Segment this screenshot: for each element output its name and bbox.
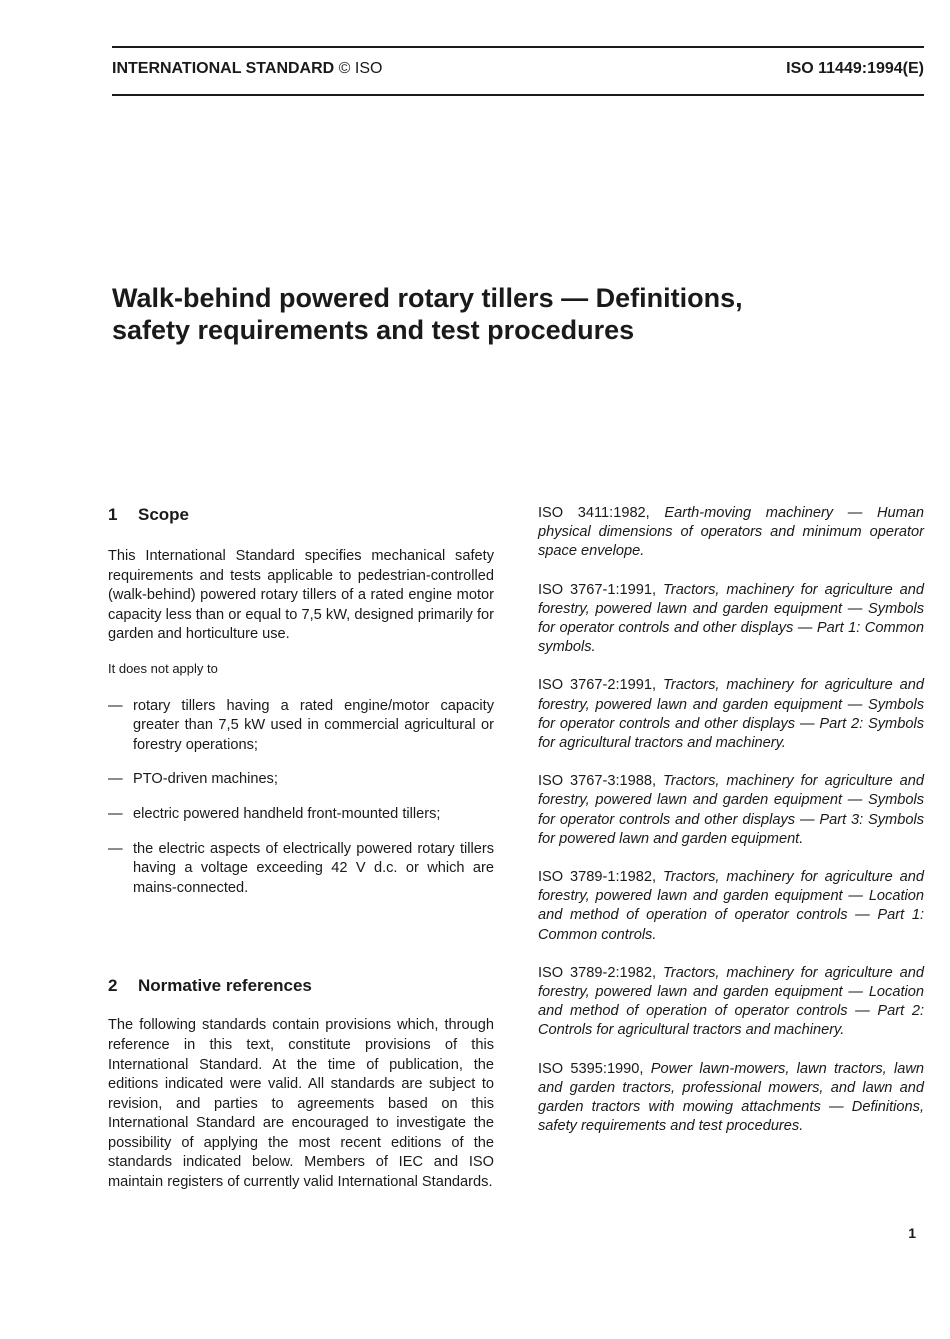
normative-references-heading [108, 974, 494, 998]
scope-heading [108, 503, 494, 527]
list-item: — rotary tillers having a rated engine/motor capacity greater than 7,5 kW used in commercial agricultural or forestry operations; [108, 697, 494, 753]
reference-title: Power lawn-mowers, lawn tractors, lawn and garden tractors, professional mowers, and lawn and garden tractors with mowing attachments — Definitions, safety requirements and test procedures. [538, 1060, 924, 1135]
reference-item [538, 868, 924, 945]
title-line-1: Walk-behind powered rotary tillers — Definitions, [112, 283, 743, 313]
reference-code: ISO 3767-3:1988, [538, 773, 657, 790]
header-top-rule [112, 46, 924, 48]
reference-item [538, 772, 924, 849]
scope-paragraph: This International Standard specifies mechanical safety requirements and tests applicable to pedestrian-controlled (walk-behind) powered rotary tillers of a rated engine motor capacity less than or equal to 7,5 kW, designed primarily for garden and horticulture use. [108, 548, 494, 643]
reference-code: ISO 3789-1:1982, [538, 869, 657, 886]
left-column [108, 500, 494, 1193]
title-line-2: safety requirements and test procedures [112, 315, 635, 345]
reference-code: ISO 3767-2:1991, [538, 677, 657, 694]
reference-item [538, 1060, 924, 1137]
page-number: 1 [908, 1225, 916, 1241]
right-column [538, 500, 924, 1136]
reference-title: Tractors, machinery for agriculture and forestry, powered lawn and garden equipment — Location and method of operation of operator controls — Part 2: Controls for agricultural tractors and machinery. [538, 964, 924, 1039]
reference-title: Tractors, machinery for agriculture and forestry, powered lawn and garden equipment — Symbols for operator controls and other displays — Part 2: Symbols for agricultural tractors and machinery. [538, 677, 924, 752]
reference-title: Tractors, machinery for agriculture and forestry, powered lawn and garden equipment — Symbols for operator controls and other displays — Part 1: Common symbols. [538, 581, 924, 656]
scope-title: Scope [138, 505, 190, 524]
page-header [112, 60, 924, 84]
list-item: — the electric aspects of electrically powered rotary tillers having a voltage exceeding 42 V d.c. or which are mains-connected. [108, 840, 494, 896]
scope-exclusion-intro: It does not apply to [108, 660, 218, 676]
normative-number: 2 [108, 976, 118, 996]
reference-title: Tractors, machinery for agriculture and forestry, powered lawn and garden equipment — Symbols for operator controls and other displays — Part 3: Symbols for powered lawn and garden equipment. [538, 773, 924, 847]
reference-title: Earth-moving machinery — Human physical dimensions of operators and minimum operator space envelope. [538, 505, 925, 560]
scope-exclusion-list [108, 697, 494, 899]
reference-code: ISO 3411:1982, [538, 505, 650, 521]
normative-title: Normative references [138, 976, 312, 996]
header-left [112, 60, 382, 78]
header-copyright: © ISO [338, 60, 383, 77]
header-bottom-rule [112, 94, 924, 96]
reference-item [538, 504, 924, 562]
header-document-number: ISO 11449:1994(E) [786, 60, 924, 77]
reference-title: Tractors, machinery for agriculture and forestry, powered lawn and garden equipment — Location and method of operation of operator controls — Part 1: Common controls. [538, 869, 924, 943]
reference-list [538, 504, 924, 1136]
header-standard-label: INTERNATIONAL STANDARD [112, 60, 335, 77]
reference-code: ISO 5395:1990, [538, 1060, 644, 1077]
reference-code: ISO 3767-1:1991, [538, 581, 657, 598]
scope-number: 1 [108, 505, 118, 524]
list-item: — electric powered handheld front-mounted tillers; [108, 805, 441, 822]
normative-paragraph: The following standards contain provisions which, through reference in this text, constitute provisions of this International Standard. At the time of publication, the editions indicated were valid. All standards are subject to revision, and parties to agreements based on this International Standard are encouraged to investigate the possibility of applying the most recent editions of the standards indicated below. Members of IEC and ISO maintain registers of currently valid International Standards. [108, 1017, 494, 1191]
reference-item [538, 676, 924, 753]
reference-code: ISO 3789-2:1982, [538, 964, 657, 981]
reference-item [538, 581, 924, 658]
document-title [112, 282, 872, 346]
list-item: — PTO-driven machines; [108, 771, 278, 788]
reference-item [538, 964, 924, 1041]
